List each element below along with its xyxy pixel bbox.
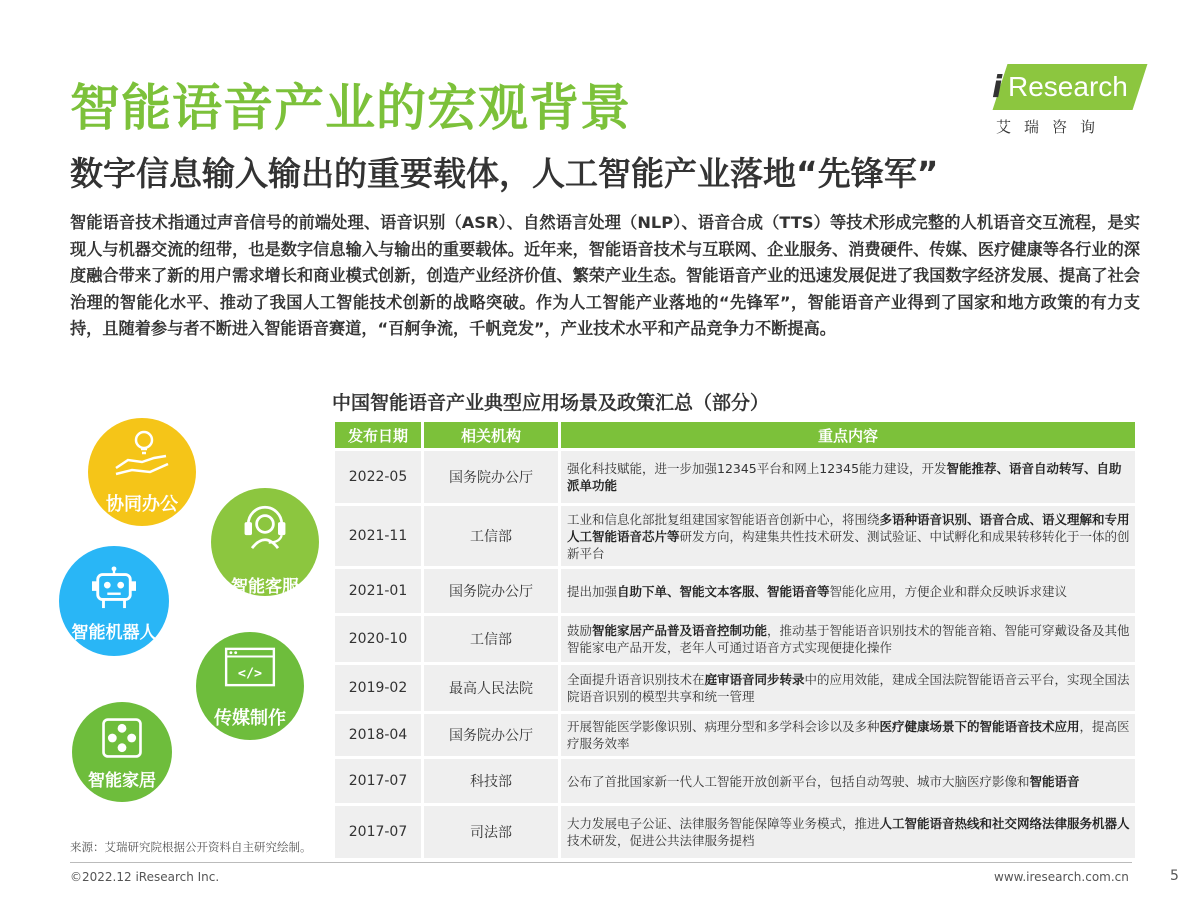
header-content: 重点内容 [561,422,1135,448]
content-text: ，推动基于智能语音识别技术的智能音箱、智能可穿戴设备及其他智能家电产品开发，老年人可通过语音方式实现便捷化操作 [567,623,1130,655]
content-text: 技术研发，促进公共法律服务提档 [567,833,755,848]
table-row [335,506,1135,566]
table-row [335,616,1135,662]
highlight-text: 自助下单、智能文本客服、智能语音等 [617,583,830,599]
header-date: 发布日期 [335,422,421,448]
cell-org: 工信部 [424,616,558,662]
highlight-text: 多语种语音识别、语音合成、语义理解和专用人工智能语音芯片等 [567,511,1130,544]
cell-content [561,806,1135,858]
website: www.iresearch.com.cn [994,870,1129,884]
header-org: 相关机构 [424,422,558,448]
content-text: 强化科技赋能，进一步加强12345平台和网上12345能力建设，开发 [567,461,947,476]
scenario-media-production [196,632,304,740]
robot-icon [90,566,138,610]
scenario-label: 智能家居 [88,771,156,791]
cell-content [561,451,1135,503]
content-text: 开展智能医学影像识别、病理分型和多学科会诊以及多种 [567,719,880,734]
content-text: 智能化应用，方便企业和群众反映诉求建议 [829,583,1068,599]
cell-content [561,759,1135,803]
cell-date: 2019-02 [335,665,421,711]
cell-org: 国务院办公厅 [424,451,558,503]
copyright: ©2022.12 iResearch Inc. [70,870,220,884]
footer-divider [70,862,1132,863]
table-row [335,665,1135,711]
cell-date: 2021-01 [335,569,421,613]
cell-date: 2017-07 [335,759,421,803]
content-text: ，提高医疗服务效率 [567,719,1130,751]
logo-chinese-name: 艾瑞咨询 [996,118,1109,136]
cell-content [561,506,1135,566]
logo-text: Research [1008,71,1128,102]
scenario-smart-customer-service [211,488,319,596]
logo-i: i [992,70,1003,105]
cell-org: 国务院办公厅 [424,569,558,613]
highlight-text: 智能家居产品普及语音控制功能 [592,623,768,638]
cell-date: 2022-05 [335,451,421,503]
scenario-label: 协同办公 [106,494,178,515]
content-text: 工业和信息化部批复组建国家智能语音创新中心，将围绕 [567,511,880,527]
cell-org: 国务院办公厅 [424,714,558,756]
table-row [335,569,1135,613]
table-row [335,714,1135,756]
source-note: 来源：艾瑞研究院根据公开资料自主研究绘制。 [70,840,312,854]
content-text: 全面提升语音识别技术在 [567,672,705,687]
highlight-text: 医疗健康场景下的智能语音技术应用 [879,719,1080,734]
content-text: 中的应用效能，建成全国法院智能语音云平台，实现全国法院语音识别的模型共享和统一管理 [567,672,1130,704]
table-title: 中国智能语音产业典型应用场景及政策汇总（部分） [332,392,770,414]
scenario-label: 智能机器人 [71,623,157,643]
scenario-collab-office [88,418,196,526]
table-row [335,451,1135,503]
cell-org: 工信部 [424,506,558,566]
content-text: 研发方向，构建集共性技术研发、测试验证、中试孵化和成果转移转化于一体的创新平台 [567,528,1130,561]
cell-content [561,714,1135,756]
iresearch-logo [992,62,1140,138]
page-title: 智能语音产业的宏观背景 [70,79,631,137]
table-header [335,422,1135,448]
scenario-smart-robot [59,546,169,656]
table-row [335,806,1135,858]
highlight-text: 智能推荐、语音自动转写、自助派单功能 [567,461,1122,493]
content-text: 鼓励 [567,623,593,638]
content-text: 提出加强 [567,583,618,599]
scenario-label: 传媒制作 [214,708,286,729]
table-row [335,759,1135,803]
code-window-icon [223,646,277,688]
intro-paragraph: 智能语音技术指通过声音信号的前端处理、语音识别（ASR）、自然语言处理（NLP）、语音合成（TTS）等技术形成完整的人机语音交互流程，是实现人与机器交流的纽带，也是数字信息输入与输出的重要载体。近年来，智能语音技术与互联网、企业服务、消费硬件、传媒、医疗健康等各行业的深度融合带来了新的用户需求增长和商业模式创新，创造产业经济价值、繁荣产业生态。智能语音产业的迅速发展促进了我国数字经济发展、提高了社会治理的智能化水平、推动了我国人工智能技术创新的战略突破。作为人工智能产业落地的“先锋军”，智能语音产业得到了国家和地方政策的有力支持，且随着参与者不断进入智能语音赛道，“百舸争流，千帆竞发”，产业技术水平和产品竞争力不断提高。 [70,213,1140,338]
cell-content [561,569,1135,613]
cell-date: 2018-04 [335,714,421,756]
cell-content [561,665,1135,711]
smart-home-panel-icon [100,716,144,760]
cell-date: 2021-11 [335,506,421,566]
cell-org: 司法部 [424,806,558,858]
page-number: 5 [1170,868,1179,884]
content-text: 大力发展电子公证、法律服务智能保障等业务模式，推进 [567,816,880,831]
cell-date: 2020-10 [335,616,421,662]
cell-content [561,616,1135,662]
table-body [335,451,1135,858]
content-text: 公布了首批国家新一代人工智能开放创新平台，包括自动驾驶、城市大脑医疗影像和 [567,773,1030,789]
policy-table [335,422,1135,858]
highlight-text: 智能语音 [1029,773,1080,789]
cell-date: 2017-07 [335,806,421,858]
cell-org: 最高人民法院 [424,665,558,711]
svg-text:</>: </> [237,666,263,682]
highlight-text: 人工智能语音热线和社交网络法律服务机器人 [879,816,1130,831]
scenario-smart-home [72,702,172,802]
page-subtitle: 数字信息输入输出的重要载体，人工智能产业落地“先锋军” [70,154,939,193]
scenario-label: 智能客服 [231,577,299,597]
hand-bulb-icon [112,428,172,478]
cell-org: 科技部 [424,759,558,803]
highlight-text: 庭审语音同步转录 [704,672,805,687]
headset-agent-icon [237,498,293,550]
